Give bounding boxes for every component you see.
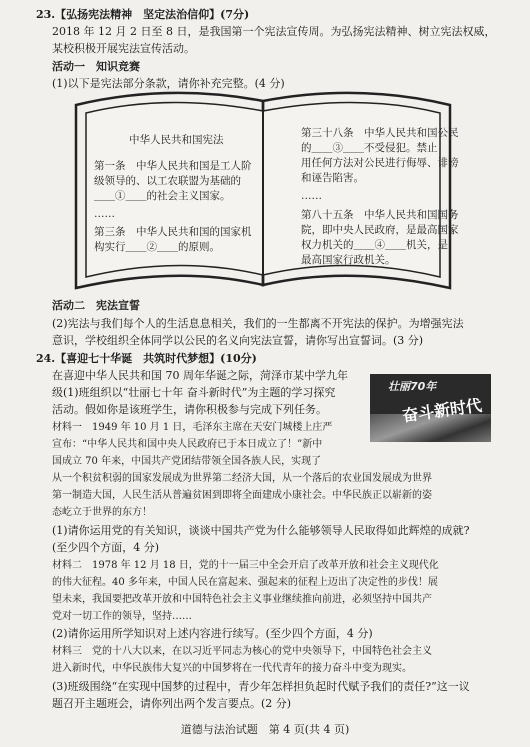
q24-intro-line1: 在喜迎中华人民共和国 70 周年华诞之际，菏泽市某中学九年: [52, 369, 348, 382]
article1-line2: 级领导的、以工农联盟为基础的: [94, 175, 241, 187]
activity1-title: 活动一 知识竞赛: [52, 60, 140, 73]
article3-line2: 构实行＿＿②＿＿的原则。: [94, 241, 220, 253]
poster-text-main: 奋斗新时代: [401, 395, 484, 426]
theme-poster-image: [370, 374, 491, 442]
open-book-illustration: [68, 83, 458, 293]
material1-line3: 国成立 70 年来，中国共产党团结带领全国各族人民，实现了: [52, 456, 322, 467]
activity2-title: 活动二 宪法宣誓: [52, 299, 140, 312]
q24-header: 24.【喜迎七十华诞 共筑时代梦想】(10分): [36, 352, 257, 365]
q24-part3-line1: (3)班级围绕“在实现中国梦的过程中，青少年怎样担负起时代赋予我们的责任?”这一议: [52, 680, 470, 693]
material3-line1: 材料三 党的十八大以来，在以习近平同志为核心的党中央领导下，中国特色社会主义: [52, 646, 432, 657]
article85-line4: 最高国家行政机关。: [301, 254, 396, 266]
material1-line5: 第一制造大国，人民生活从普遍贫困到即将全面建成小康社会。中华民族正以崭新的姿: [52, 490, 432, 501]
activity1-question: (1)以下是宪法部分条款，请你补充完整。(4 分): [52, 77, 285, 90]
material2-line2: 的伟大征程。40 多年来，中国人民在富起来、强起来的征程上迈出了决定性的步伐！展: [52, 577, 438, 588]
q24-part1-line2: (至少四个方面，4 分): [52, 541, 160, 554]
material2-line1: 材料二 1978 年 12 月 18 日，党的十一届三中全会开启了改革开放和社会主义现代化: [52, 560, 439, 571]
material2-line3: 望未来，我国要把改革开放和中国特色社会主义事业继续推向前进，必须坚持中国共产: [52, 594, 432, 605]
page-footer: 道德与法治试题 第 4 页(共 4 页): [180, 723, 350, 736]
q23-intro-line1: 2018 年 12 月 2 日至 8 日，是我国第一个宪法宣传周。为弘扬宪法精神、树立宪法权威，: [52, 25, 496, 38]
q24-intro-line2: 级(1)班组织以“壮丽七十年 奋斗新时代”为主题的学习探究: [52, 386, 336, 399]
poster-text-top: 壮丽70年: [388, 380, 437, 393]
q23-header: 23.【弘扬宪法精神 坚定法治信仰】(7分): [36, 8, 250, 21]
article38-line4: 和诬告陷害。: [301, 172, 364, 184]
article38-line3: 用任何方法对公民进行侮辱、诽谤: [301, 157, 459, 169]
article3-line1: 第三条 中华人民共和国的国家机: [94, 226, 252, 238]
article38-line1: 第三十八条 中华人民共和国公民: [301, 127, 459, 139]
article1-line1: 第一条 中华人民共和国是工人阶: [94, 160, 252, 172]
material1-line4: 从一个积贫积弱的国家发展成为世界第二经济大国，从一个落后的农业国发展成为世界: [52, 473, 432, 484]
book-left-title: 中华人民共和国宪法: [129, 134, 224, 146]
q24-part3-line2: 题召开主题班会，请你列出两个发言要点。(2 分): [52, 697, 292, 710]
activity2-question-line2: 意识，学校组织全体同学以公民的名义向宪法宣誓，请你写出宣誓词。(3 分): [52, 334, 424, 347]
q24-part1-line1: (1)请你运用党的有关知识，谈谈中国共产党为什么能够领导人民取得如此辉煌的成就?: [52, 524, 470, 537]
article85-line1: 第八十五条 中华人民共和国国务: [301, 209, 459, 221]
book-right-ellipsis: ……: [301, 190, 322, 202]
q24-intro-line3: 活动。假如你是该班学生，请你积极参与完成下列任务。: [52, 403, 327, 416]
material1-line2: 宣布：“中华人民共和国中央人民政府已于本日成立了！”新中: [52, 439, 323, 450]
q23-intro-line2: 某校积极开展宪法宣传活动。: [52, 42, 195, 55]
article1-line3: ＿＿①＿＿的社会主义国家。: [94, 190, 231, 202]
article38-line2: 的＿＿③＿＿不受侵犯。禁止: [301, 142, 438, 154]
activity2-question-line1: (2)宪法与我们每个人的生活息息相关，我们的一生都离不开宪法的保护。为增强宪法: [52, 317, 464, 330]
article85-line2: 院，即中央人民政府，是最高国家: [301, 224, 459, 236]
q24-part2: (2)请你运用所学知识对上述内容进行续写。(至少四个方面，4 分): [52, 627, 373, 640]
book-left-ellipsis: ……: [94, 208, 115, 220]
material3-line2: 进入新时代，中华民族伟大复兴的中国梦将在一代代青年的接力奋斗中变为现实。: [52, 663, 412, 674]
material1-line1: 材料一 1949 年 10 月 1 日，毛泽东主席在天安门城楼上庄严: [52, 422, 333, 433]
material1-line6: 态屹立于世界的东方！: [52, 507, 152, 518]
article85-line3: 权力机关的＿＿④＿＿机关，是: [301, 239, 448, 251]
material2-line4: 党对一切工作的领导，坚持……: [52, 611, 192, 622]
